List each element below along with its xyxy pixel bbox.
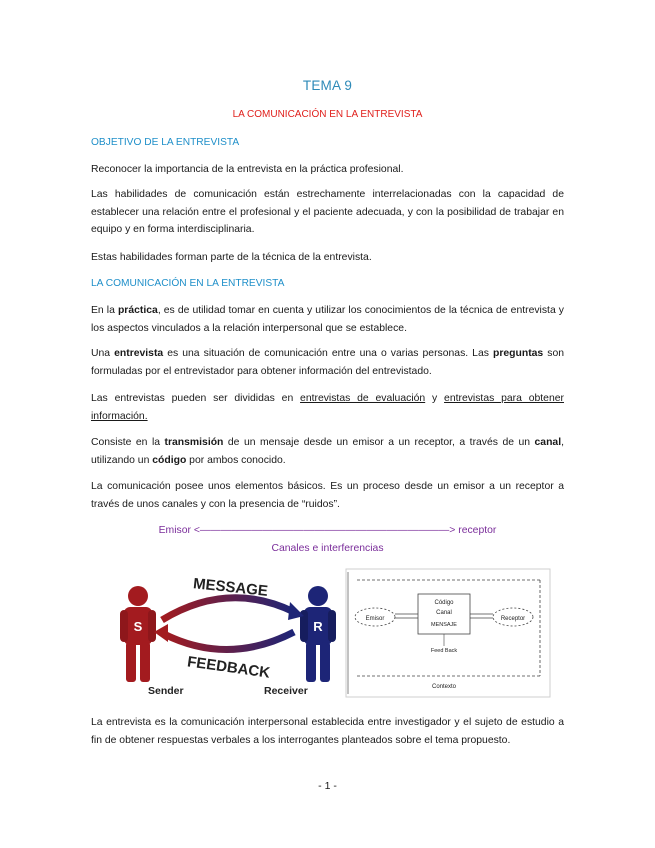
paragraph-entrevista: Una entrevista es una situación de comunicación entre una o varias personas. Las preguntas son formuladas por el entrevistador para obtener información del entrevistado. xyxy=(91,348,565,377)
sender-figure-icon xyxy=(120,586,156,682)
page-subtitle: LA COMUNICACIÓN EN LA ENTREVISTA xyxy=(232,109,423,120)
contexto-label: Contexto xyxy=(431,684,457,690)
sender-initial: S xyxy=(133,619,143,634)
message-label: MESSAGE xyxy=(192,575,269,600)
sender-receiver-figure xyxy=(104,570,336,698)
codigo-label: Código xyxy=(434,600,454,606)
sender-label: Sender xyxy=(148,685,184,697)
paragraph-practica: En la práctica, es de utilidad tomar en cuenta y utilizar los conocimientos de la técnica de entrevista y los aspectos vinculados a la relación interpersonal que se establece. xyxy=(91,305,564,334)
canal-label: Canal xyxy=(436,610,452,616)
section-heading-comunicacion: LA COMUNICACIÓN EN LA ENTREVISTA xyxy=(91,278,285,289)
message-arrow-icon xyxy=(162,598,304,620)
paragraph-tipos-entrevista: Las entrevistas pueden ser divididas en entrevistas de evaluación y entrevistas para obtener información. xyxy=(91,393,564,422)
paragraph-objetivo: Reconocer la importancia de la entrevista en la práctica profesional. xyxy=(91,164,404,175)
section-heading-objetivo: OBJETIVO DE LA ENTREVISTA xyxy=(91,137,240,148)
paragraph-habilidades: Las habilidades de comunicación están estrechamente interrelacionadas con la capacidad de establecer una relación entre el profesional y el paciente adecuada, y con la posibilidad de trabajar en equipo y en forma interdisciplinaria. xyxy=(91,189,564,236)
page-number: - 1 - xyxy=(318,780,337,792)
receiver-figure-icon xyxy=(300,586,336,682)
canales-caption: Canales e interferencias xyxy=(271,543,384,554)
receiver-label: Receiver xyxy=(264,685,308,697)
receptor-node-label: Receptor xyxy=(500,616,526,622)
emisor-receptor-line: Emisor <————————————————————————> receptor xyxy=(158,525,497,536)
paragraph-tecnica: Estas habilidades forman parte de la técnica de la entrevista. xyxy=(91,252,372,263)
paragraph-transmision: Consiste en la transmisión de un mensaje desde un emisor a un receptor, a través de un canal, utilizando un código por ambos conocido. xyxy=(91,437,564,466)
paragraph-definicion-entrevista: La entrevista es la comunicación interpersonal establecida entre investigador y el sujeto de estudio a fin de obtener respuestas verbales a los interrogantes planteados sobre el tema propuesto. xyxy=(91,717,564,746)
emisor-node-label: Emisor xyxy=(365,616,385,622)
feedback-label: FEEDBACK xyxy=(186,653,272,682)
communication-model-diagram xyxy=(345,568,551,698)
page-title: TEMA 9 xyxy=(302,78,353,93)
receiver-initial: R xyxy=(313,619,323,634)
feedback-box-label: Feed Back xyxy=(430,648,458,654)
paragraph-elementos: La comunicación posee unos elementos básicos. Es un proceso desde un emisor a un receptor a través de unos canales y con la presencia de “ruidos”. xyxy=(91,481,564,510)
feedback-arrow-icon xyxy=(154,624,294,650)
mensaje-label: MENSAJE xyxy=(431,622,457,628)
